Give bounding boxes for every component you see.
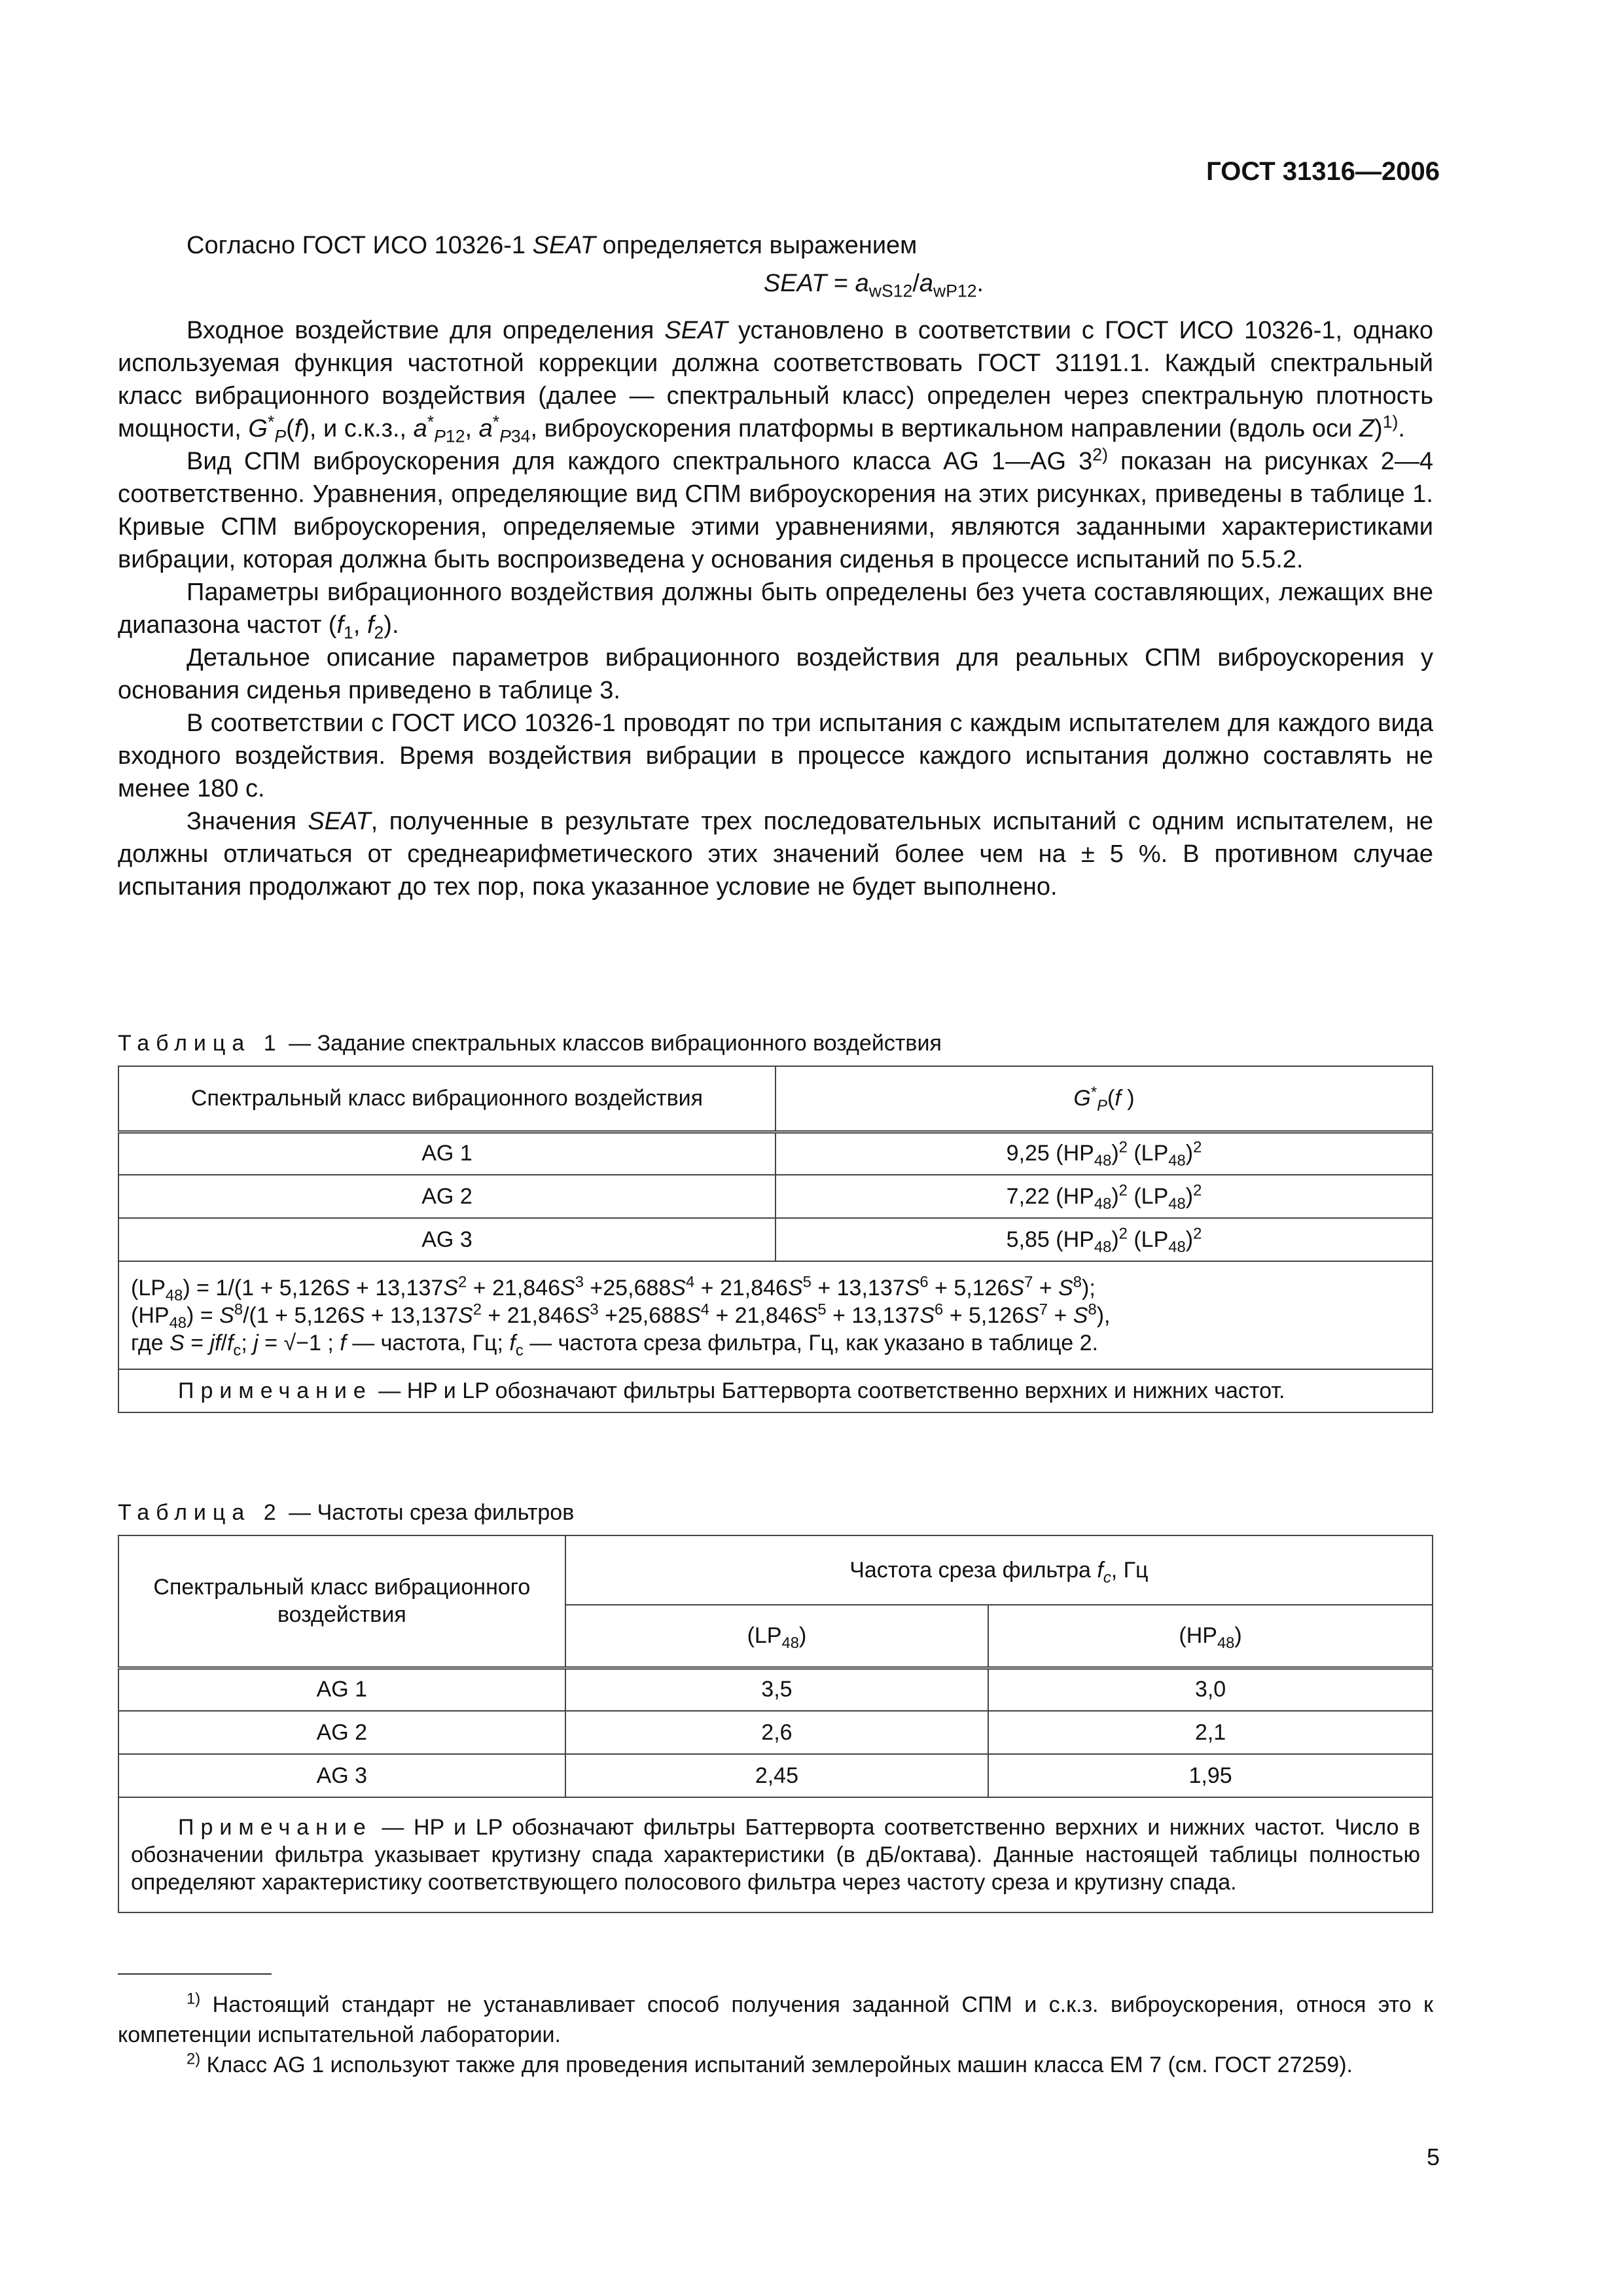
table2-hp-header: $(HP_{48})$ xyxy=(988,1605,1433,1668)
table2-note-row xyxy=(118,1797,1433,1912)
table2-caption xyxy=(118,1500,574,1526)
table2-group-header-row xyxy=(118,1535,1433,1605)
table-row xyxy=(118,1175,1433,1218)
table2-hp-cell: 2,1 xyxy=(988,1711,1433,1754)
table2-note xyxy=(118,1797,1433,1912)
table1-col1-header: Спектральный класс вибрационного воздействия xyxy=(118,1066,776,1132)
table2-col1-header: Спектральный класс вибрационного воздействия xyxy=(118,1535,565,1668)
table1-equations-row xyxy=(118,1261,1433,1369)
table-2 xyxy=(118,1535,1433,1913)
table2-lp-cell: 2,6 xyxy=(565,1711,988,1754)
paragraph-2: Входное воздействие для определения SEAT установлено в соответствии с ГОСТ ИСО 10326-1, однако используемая функция частотной коррекции должна соответствовать ГОСТ 31191.1. Каждый спектральный класс вибрационного воздействия (далее — спектральный класс) определен через спектральную плотность мощности, $G^*_P(f)$, и с.к.з., $a^*_{P12}$, $a^*_{P34}$, виброускорения платформы в вертикальном направлении (вдоль оси Z)$^{1)}$. xyxy=(118,317,1433,446)
seat-formula: SEAT = $a_{wS12}/a_{wP12}$. xyxy=(763,270,984,301)
paragraph-6: В соответствии с ГОСТ ИСО 10326-1 проводят по три испытания с каждым испытателем для каждого вида входного воздействия. Время воздействия вибрации в процессе каждого испытания должно составлять не менее 180 с. xyxy=(118,709,1433,802)
table-row xyxy=(118,1668,1433,1711)
table2-lp-cell: 2,45 xyxy=(565,1754,988,1797)
paragraph-1: Согласно ГОСТ ИСО 10326-1 SEAT определяется выражением xyxy=(187,232,918,259)
table1-class-cell: AG 3 xyxy=(118,1218,776,1261)
table2-caption-text: — Частоты среза фильтров xyxy=(289,1500,575,1525)
table1-equations xyxy=(118,1261,1433,1369)
table1-col2-header: $G^*_P(f$ ) xyxy=(776,1066,1433,1132)
footnote-2: $^{2)}$ Класс AG 1 используют также для проведения испытаний землеройных машин класса ЕМ 7 (см. ГОСТ 27259). xyxy=(187,2050,1353,2077)
table1-class-cell: AG 1 xyxy=(118,1132,776,1175)
paragraph-5: Детальное описание параметров вибрационного воздействия для реальных СПМ виброускорения у основания сиденья приведено в таблице 3. xyxy=(118,644,1433,704)
table2-lp-cell: 3,5 xyxy=(565,1668,988,1711)
table1-caption-text: — Задание спектральных классов вибрационного воздействия xyxy=(289,1031,942,1056)
footnote-divider xyxy=(118,1973,272,1975)
footnote-1: $^{1)}$ Настоящий стандарт не устанавливает способ получения заданной СПМ и с.к.з. виброускорения, относя это к компетенции испытательной лаборатории. xyxy=(118,1990,1433,2047)
table2-hp-cell: 1,95 xyxy=(988,1754,1433,1797)
table1-caption-label: Таблица 1 xyxy=(118,1031,283,1056)
table2-caption-label: Таблица 2 xyxy=(118,1500,283,1525)
table-1 xyxy=(118,1066,1433,1413)
table1-note-label: Примечание xyxy=(178,1378,372,1403)
table2-lp-header: $(LP_{48})$ xyxy=(565,1605,988,1668)
page-number: 5 xyxy=(1426,2144,1440,2170)
paragraph-4: Параметры вибрационного воздействия должны быть определены без учета составляющих, лежащих вне диапазона частот ($f_1$, $f_2$). xyxy=(118,579,1433,643)
footnotes xyxy=(118,1990,1433,2080)
table1-value-cell: 7,22 $(HP_{48})^2$ $(LP_{48})^2$ xyxy=(776,1175,1433,1218)
table-row xyxy=(118,1711,1433,1754)
body-text xyxy=(118,229,1433,903)
table1-header-row xyxy=(118,1066,1433,1132)
table-row xyxy=(118,1218,1433,1261)
table1-note-row xyxy=(118,1369,1433,1412)
table2-class-cell: AG 2 xyxy=(118,1711,565,1754)
table1-caption xyxy=(118,1031,942,1056)
table2-hp-cell: 3,0 xyxy=(988,1668,1433,1711)
table-row xyxy=(118,1754,1433,1797)
lp48-equation: $(LP_{48}) = 1/(1 + 5,126S + 13,137S^2 + 21,846S^3 +25,688S^4 + 21,846S^5 + 13,137S^6 + 5,126S^7 + S^8)$; xyxy=(131,1273,1096,1304)
table-row xyxy=(118,1132,1433,1175)
equation-legend: где $S = jf/f_c$; j = √−1 ; f — частота, Гц; $f_c$ — частота среза фильтра, Гц, как указано в таблице 2. xyxy=(131,1330,1098,1359)
table1-class-cell: AG 2 xyxy=(118,1175,776,1218)
hp48-equation: $(HP_{48}) = S^8/(1 + 5,126S + 13,137S^2 + 21,846S^3 +25,688S^4 + 21,846S^5 + 13,137S^6 + 5,126S^7 + S^8)$, xyxy=(131,1300,1111,1332)
table2-class-cell: AG 3 xyxy=(118,1754,565,1797)
table2-class-cell: AG 1 xyxy=(118,1668,565,1711)
table1-value-cell: 9,25 $(HP_{48})^2$ $(LP_{48})^2$ xyxy=(776,1132,1433,1175)
table1-value-cell: 5,85 $(HP_{48})^2$ $(LP_{48})^2$ xyxy=(776,1218,1433,1261)
paragraph-7: Значения SEAT, полученные в результате трех последовательных испытаний с одним испытателем, не должны отличаться от среднеарифметического этих значений более чем на ± 5 %. В противном случае испытания продолжают до тех пор, пока указанное условие не будет выполнено. xyxy=(118,808,1434,901)
table1-note xyxy=(118,1369,1433,1412)
table2-note-text: — HP и LP обозначают фильтры Баттерворта соответственно верхних и нижних частот. Число в обозначении фильтра указывает крутизну спада характеристики (в дБ/октава). Данные настоящей таблицы полностью определяют характеристику соответствующего полосового фильтра через частоту среза и крутизну спада. xyxy=(131,1815,1420,1895)
standard-code: ГОСТ 31316—2006 xyxy=(1206,157,1440,186)
table1-note-text: — HP и LP обозначают фильтры Баттерворта соответственно верхних и нижних частот. xyxy=(378,1378,1285,1403)
paragraph-3: Вид СПМ виброускорения для каждого спектрального класса AG 1—AG 3$^{2)}$ показан на рисунках 2—4 соответственно. Уравнения, определяющие вид СПМ виброускорения на этих рисунках, приведены в таблице 1. Кривые СПМ виброускорения, определяемые этими уравнениями, являются заданными характеристиками вибрации, которая должна быть воспроизведена у основания сиденья в процессе испытаний по 5.5.2. xyxy=(118,444,1433,573)
table2-note-label: Примечание xyxy=(178,1815,372,1840)
table2-group-header: Частота среза фильтра $f_c$, Гц xyxy=(565,1535,1433,1605)
